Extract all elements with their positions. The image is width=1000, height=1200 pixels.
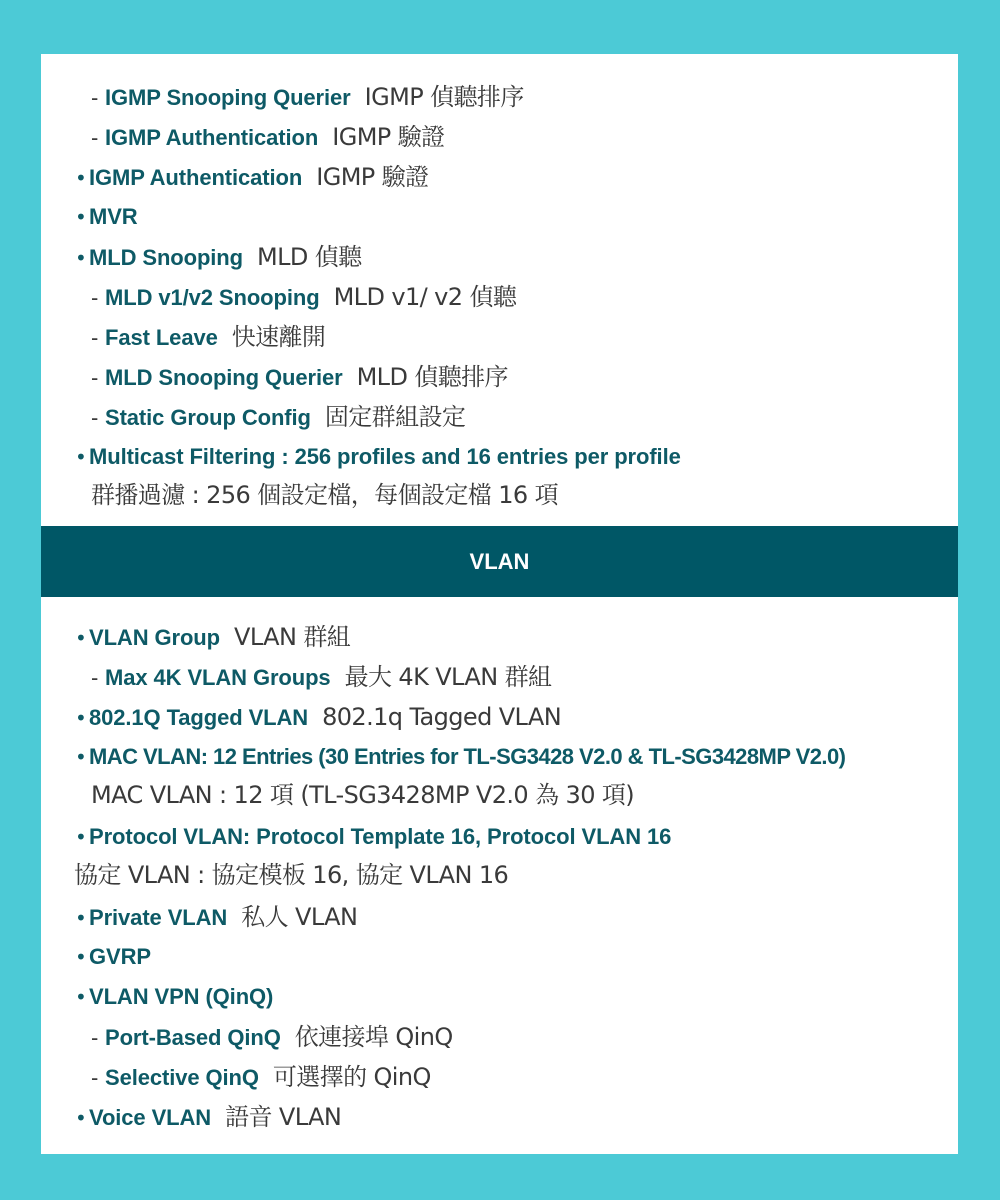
list-item-vlan-vpn-qinq (41, 977, 273, 1017)
list-item-gvrp (41, 937, 151, 977)
bullet-marker: • (75, 945, 87, 969)
dash-marker: - (91, 325, 99, 350)
item-label-zh: 群播過濾 : 256 個設定檔，每個設定檔 16 項 (91, 481, 558, 509)
item-label-en: MLD Snooping (89, 245, 243, 270)
item-label-en: Voice VLAN (89, 1105, 212, 1130)
item-label-en: Selective QinQ (105, 1065, 259, 1090)
item-label-zh: IGMP 驗證 (332, 123, 445, 151)
item-label-en: MVR (89, 204, 138, 229)
bullet-marker: • (75, 706, 87, 730)
item-label-zh: IGMP 偵聽排序 (364, 83, 524, 111)
item-label-en: VLAN Group (89, 625, 220, 650)
dash-marker: - (91, 365, 99, 390)
list-item-max-vlan-groups (41, 657, 551, 697)
section-header-vlan: VLAN (41, 526, 958, 597)
dash-marker: - (91, 1065, 99, 1090)
dash-marker: - (91, 85, 99, 110)
list-item-8021q-tagged-vlan (41, 697, 561, 737)
list-item-static-group-config (41, 397, 465, 437)
list-item-port-based-qinq (41, 1017, 453, 1057)
spec-panel (41, 54, 958, 1154)
item-label-en: Private VLAN (89, 905, 228, 930)
item-label-zh: IGMP 驗證 (316, 163, 429, 191)
list-item-multicast-filtering (41, 437, 681, 477)
dash-marker: - (91, 285, 99, 310)
dash-marker: - (91, 665, 99, 690)
item-label-zh: 快速離開 (231, 323, 326, 351)
item-label-en: Port-Based QinQ (105, 1025, 281, 1050)
item-label-zh: MLD v1/ v2 偵聽 (333, 283, 517, 311)
item-label-zh: 802.1q Tagged VLAN (322, 703, 562, 731)
item-label-en: VLAN VPN (QinQ) (89, 984, 274, 1009)
list-item-igmp-authentication-sub (41, 117, 445, 157)
item-label-en: Static Group Config (105, 405, 311, 430)
item-label-zh: 可選擇的 QinQ (272, 1063, 431, 1091)
list-item-mld-snooping (41, 237, 362, 277)
item-label-en: MLD v1/v2 Snooping (105, 285, 320, 310)
list-item-mac-vlan-zh (41, 775, 634, 815)
item-label-zh: 私人 VLAN (241, 903, 358, 931)
item-label-en: Max 4K VLAN Groups (105, 665, 331, 690)
item-label-zh: MLD 偵聽排序 (356, 363, 508, 391)
item-label-zh: 協定 VLAN : 協定模板 16, 協定 VLAN 16 (74, 861, 509, 889)
dash-marker: - (91, 125, 99, 150)
item-label-en: MLD Snooping Querier (105, 365, 343, 390)
list-item-voice-vlan (41, 1097, 341, 1137)
list-item-private-vlan (41, 897, 357, 937)
list-item-mac-vlan (41, 737, 845, 777)
bullet-marker: • (75, 166, 87, 190)
item-label-zh: VLAN 群組 (234, 623, 351, 651)
bullet-marker: • (75, 906, 87, 930)
list-item-fast-leave (41, 317, 325, 357)
list-item-vlan-group (41, 617, 350, 657)
item-label-en: Multicast Filtering : 256 profiles and 16 entries per profile (89, 444, 681, 469)
bullet-marker: • (75, 246, 87, 270)
list-item-mvr (41, 197, 138, 237)
item-label-en: GVRP (89, 944, 151, 969)
item-label-zh: 依連接埠 QinQ (294, 1023, 453, 1051)
item-label-zh: 最大 4K VLAN 群組 (344, 663, 552, 691)
bullet-marker: • (75, 445, 87, 469)
dash-marker: - (91, 1025, 99, 1050)
item-label-en: IGMP Authentication (89, 165, 303, 190)
list-item-protocol-vlan (41, 817, 671, 857)
item-label-en: MAC VLAN: 12 Entries (30 Entries for TL-SG3428 V2.0 & TL-SG3428MP V2.0) (89, 744, 846, 769)
bullet-marker: • (75, 825, 87, 849)
bullet-marker: • (75, 985, 87, 1009)
item-label-en: IGMP Authentication (105, 125, 319, 150)
item-label-zh: 語音 VLAN (225, 1103, 342, 1131)
item-label-en: Fast Leave (105, 325, 218, 350)
bullet-marker: • (75, 1106, 87, 1130)
list-item-igmp-authentication (41, 157, 429, 197)
list-item-selective-qinq (41, 1057, 431, 1097)
item-label-zh: MLD 偵聽 (256, 243, 362, 271)
list-item-mld-v1v2-snooping (41, 277, 516, 317)
item-label-en: 802.1Q Tagged VLAN (89, 705, 309, 730)
bullet-marker: • (75, 205, 87, 229)
list-item-igmp-snooping-querier (41, 77, 524, 117)
item-label-en: IGMP Snooping Querier (105, 85, 351, 110)
item-label-en: Protocol VLAN: Protocol Template 16, Protocol VLAN 16 (89, 824, 672, 849)
list-item-mld-snooping-querier (41, 357, 508, 397)
list-item-multicast-filtering-zh (41, 475, 558, 515)
bullet-marker: • (75, 745, 87, 769)
item-label-zh: MAC VLAN : 12 項 (TL-SG3428MP V2.0 為 30 項) (91, 781, 635, 809)
bullet-marker: • (75, 626, 87, 650)
list-item-protocol-vlan-zh (41, 855, 508, 895)
item-label-zh: 固定群組設定 (324, 403, 466, 431)
dash-marker: - (91, 405, 99, 430)
